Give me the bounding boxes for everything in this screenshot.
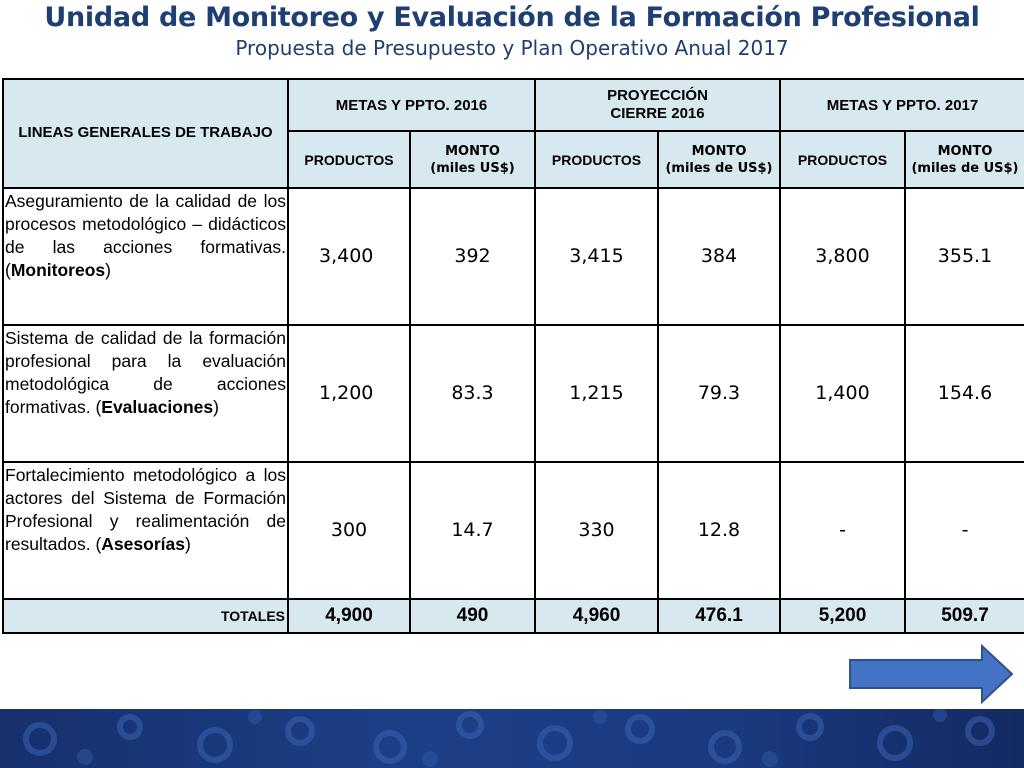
row-description-text: Fortalecimiento metodológico a los actores del Sistema de Formación Profesional y realimentación de resultados. ( (5, 464, 286, 555)
row-description-text: Aseguramiento de la calidad de los procesos metodológico – didácticos de las acciones formativas. ( (5, 190, 286, 281)
cell-monto-cierre: 79.3 (658, 325, 780, 462)
total-monto-cierre: 476.1 (658, 599, 780, 633)
header-monto-line1: MONTO (445, 143, 500, 159)
cell-productos-2016: 300 (288, 462, 410, 599)
right-arrow-icon[interactable] (848, 644, 1014, 704)
header-group-metas-2016: METAS Y PPTO. 2016 (288, 79, 535, 131)
header-productos: PRODUCTOS (288, 131, 410, 187)
total-productos-2017: 5,200 (780, 599, 905, 633)
totals-row (3, 599, 1024, 633)
total-monto-2017: 509.7 (905, 599, 1024, 633)
table-row (3, 462, 1024, 599)
cell-productos-2016: 3,400 (288, 188, 410, 325)
header-monto-line1: MONTO (691, 143, 747, 159)
row-description-keyword: Asesorías (101, 534, 185, 555)
cell-productos-cierre: 3,415 (535, 188, 658, 325)
header-group-proyeccion-label: PROYECCIÓN CIERRE 2016 (607, 87, 708, 123)
cell-productos-2017: - (780, 462, 905, 599)
row-description (3, 462, 288, 599)
cell-monto-cierre: 384 (658, 188, 780, 325)
header-lineas: LINEAS GENERALES DE TRABAJO (3, 79, 288, 188)
cell-productos-cierre: 1,215 (535, 325, 658, 462)
cell-monto-2017: 355.1 (905, 188, 1024, 325)
cell-monto-cierre: 12.8 (658, 462, 780, 599)
cell-monto-2016: 14.7 (410, 462, 535, 599)
total-productos-2016: 4,900 (288, 599, 410, 633)
header-productos: PRODUCTOS (535, 131, 658, 187)
cell-productos-2017: 3,800 (780, 188, 905, 325)
row-description-end: ) (213, 397, 219, 418)
header-productos: PRODUCTOS (780, 131, 905, 187)
slide-subtitle: Propuesta de Presupuesto y Plan Operativo Anual 2017 (235, 36, 789, 60)
header-monto-line2: (miles de US$) (911, 160, 1019, 176)
total-monto-2016: 490 (410, 599, 535, 633)
row-description-text: Sistema de calidad de la formación profesional para la evaluación metodológica de acciones formativas. ( (5, 327, 286, 418)
row-description (3, 325, 288, 462)
slide-title: Unidad de Monitoreo y Evaluación de la Formación Profesional (44, 2, 980, 33)
row-description-end: ) (105, 260, 111, 281)
header-monto (905, 131, 1024, 187)
footer-decoration (0, 709, 1024, 768)
cell-productos-2017: 1,400 (780, 325, 905, 462)
gear-pattern-icon (0, 709, 1024, 768)
row-description (3, 188, 288, 325)
table-row (3, 325, 1024, 462)
budget-table (2, 78, 1024, 634)
header-monto (658, 131, 780, 187)
cell-monto-2017: - (905, 462, 1024, 599)
row-description-end: ) (184, 534, 191, 555)
header-monto-line2: (miles de US$) (665, 160, 773, 176)
cell-productos-2016: 1,200 (288, 325, 410, 462)
total-productos-cierre: 4,960 (535, 599, 658, 633)
header-group-metas-2017: METAS Y PPTO. 2017 (780, 79, 1024, 131)
table-row (3, 188, 1024, 325)
cell-monto-2017: 154.6 (905, 325, 1024, 462)
totals-label: TOTALES (3, 599, 288, 633)
header-row-groups (3, 79, 1024, 131)
header-group-proyeccion-2016 (535, 79, 780, 131)
header-monto-line2: (miles US$) (430, 160, 515, 176)
row-description-keyword: Monitoreos (10, 260, 106, 281)
cell-monto-2016: 392 (410, 188, 535, 325)
cell-monto-2016: 83.3 (410, 325, 535, 462)
header-monto (410, 131, 535, 187)
header-monto-line1: MONTO (937, 143, 993, 159)
row-description-keyword: Evaluaciones (101, 397, 214, 418)
cell-productos-cierre: 330 (535, 462, 658, 599)
